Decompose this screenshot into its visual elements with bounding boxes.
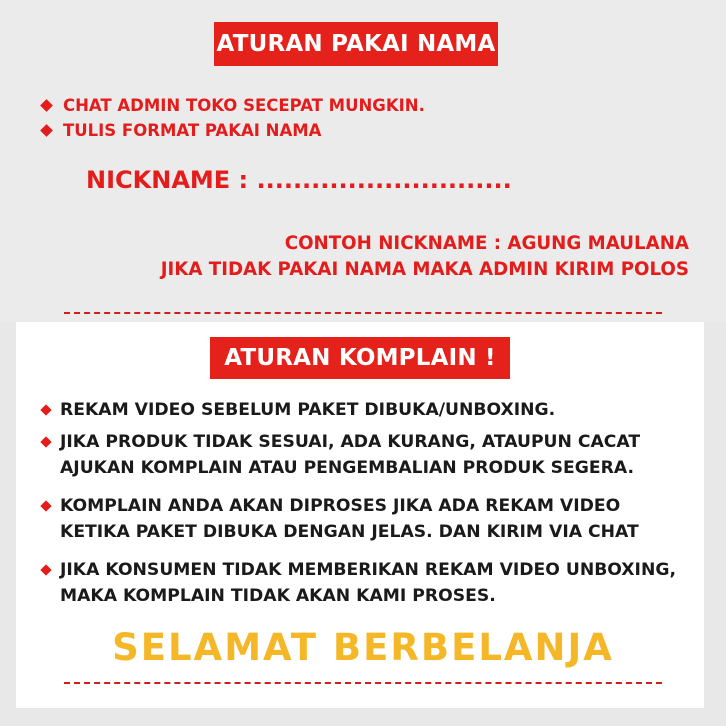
complaint-rule-line: MAKA KOMPLAIN TIDAK AKAN KAMI PROSES. [60,586,496,606]
name-rule-text: CHAT ADMIN TOKO SECEPAT MUNGKIN. [63,96,425,115]
nickname-example: CONTOH NICKNAME : AGUNG MAULANA [284,233,689,254]
nickname-format-line: NICKNAME : ............................ [86,166,512,194]
complaint-rule-line: KETIKA PAKET DIBUKA DENGAN JELAS. DAN KIRIM VIA CHAT [60,522,639,542]
name-rule-item [42,121,321,140]
complaint-rule-item [40,429,640,481]
footer-divider [64,682,662,684]
section-divider [64,312,662,314]
complaint-rule-item [40,397,555,423]
complaint-rule-line: JIKA PRODUK TIDAK SESUAI, ADA KURANG, ATAUPUN CACAT [60,432,641,452]
closing-message: SELAMAT BERBELANJA [112,626,614,669]
complaint-rules-title: ATURAN KOMPLAIN ! [210,337,510,379]
name-rule-item [42,96,425,115]
complaint-rule-line: KOMPLAIN ANDA AKAN DIPROSES JIKA ADA REKAM VIDEO [60,496,621,516]
diamond-bullet-icon [40,124,53,137]
diamond-bullet-icon [40,99,53,112]
name-rules-title: ATURAN PAKAI NAMA [214,22,498,66]
name-rule-text: TULIS FORMAT PAKAI NAMA [63,121,322,140]
complaint-rule-item [40,493,639,545]
complaint-rule-line: JIKA KONSUMEN TIDAK MEMBERIKAN REKAM VIDEO UNBOXING, [60,560,676,580]
nickname-warning: JIKA TIDAK PAKAI NAMA MAKA ADMIN KIRIM POLOS [160,259,689,280]
complaint-rule-line: REKAM VIDEO SEBELUM PAKET DIBUKA/UNBOXING. [60,400,556,420]
complaint-rule-item [40,557,676,609]
complaint-rule-line: AJUKAN KOMPLAIN ATAU PENGEMBALIAN PRODUK SEGERA. [60,458,634,478]
